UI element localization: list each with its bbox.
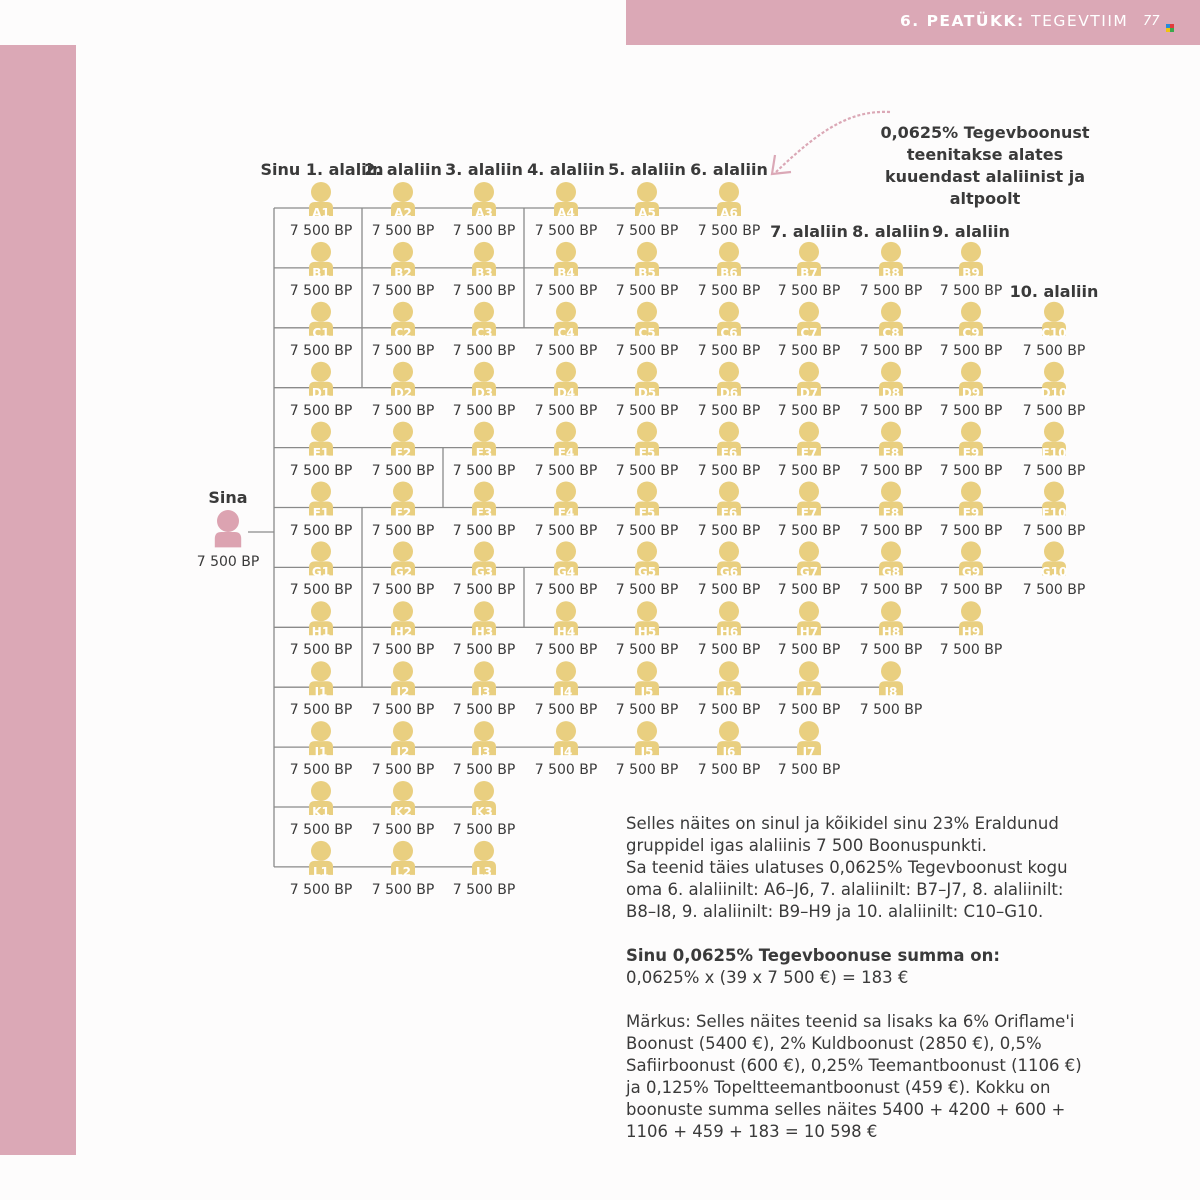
node-id: D10 — [1040, 385, 1068, 400]
node-id: F3 — [475, 505, 493, 520]
column-header: 7. alaliin — [770, 222, 848, 241]
you-label: Sina — [208, 488, 248, 507]
node-points: 7 500 BP — [371, 642, 435, 659]
node-id: G5 — [637, 565, 657, 580]
node-id: F1 — [312, 505, 330, 520]
node-id: B4 — [557, 265, 575, 280]
node-id: E7 — [800, 445, 818, 460]
node-id: F8 — [882, 505, 900, 520]
node-points: 7 500 BP — [289, 522, 353, 539]
node-points: 7 500 BP — [1022, 402, 1086, 419]
node-points: 7 500 BP — [615, 223, 679, 239]
node-points: 7 500 BP — [534, 702, 598, 719]
node-points: 7 500 BP — [371, 402, 435, 419]
node-id: C7 — [800, 325, 818, 340]
node-points: 7 500 BP — [371, 582, 435, 599]
node-points: 7 500 BP — [452, 282, 516, 299]
node-id: B7 — [800, 265, 818, 280]
node-points: 7 500 BP — [859, 702, 923, 719]
node-points: 7 500 BP — [534, 462, 598, 479]
node-id: C2 — [394, 325, 412, 340]
column-header: 3. alaliin — [445, 160, 523, 179]
node-points: 7 500 BP — [697, 522, 761, 539]
node-id: G3 — [474, 565, 494, 580]
node-id: B5 — [638, 265, 656, 280]
node-id: G10 — [1040, 565, 1068, 580]
node-id: E9 — [962, 445, 980, 460]
node-points: 7 500 BP — [777, 462, 841, 479]
node-points: 7 500 BP — [859, 522, 923, 539]
node-points: 7 500 BP — [289, 881, 353, 898]
node-points: 7 500 BP — [289, 762, 353, 779]
you-person-icon — [215, 510, 241, 547]
node-id: F4 — [557, 505, 575, 520]
node-id: F10 — [1041, 505, 1067, 520]
node-id: E3 — [475, 445, 493, 460]
node-points: 7 500 BP — [697, 702, 761, 719]
sum-formula: 0,0625% x (39 x 7 500 €) = 183 € — [626, 968, 909, 987]
node-id: K2 — [394, 805, 412, 819]
column-header: 5. alaliin — [608, 160, 686, 179]
node-id: C4 — [557, 325, 575, 340]
node-id: D9 — [961, 385, 981, 400]
node-points: 7 500 BP — [371, 702, 435, 719]
node-points: 7 500 BP — [452, 522, 516, 539]
node-points: 7 500 BP — [859, 342, 923, 359]
node-points: 7 500 BP — [371, 282, 435, 299]
node-points: 7 500 BP — [697, 282, 761, 299]
earning-description: Sa teenid täies ulatuses 0,0625% Tegevboonust kogu oma 6. alaliinilt: A6–J6, 7. alaliinilt: B7–J7, 8. alaliinilt: B8–I8, 9. alaliinilt: B9–H9 ja 10. alaliinilt: C10–G10. — [626, 858, 1068, 921]
node-points: 7 500 BP — [289, 282, 353, 299]
node-points: 7 500 BP — [289, 462, 353, 479]
chapter-name: TEGEVTIIM — [1031, 12, 1129, 30]
page-number: 77 — [1143, 14, 1160, 29]
node-id: I3 — [477, 685, 491, 700]
node-points: 7 500 BP — [371, 822, 435, 838]
node-id: H1 — [311, 625, 331, 640]
node-points: 7 500 BP — [371, 881, 435, 898]
node-id: J3 — [477, 745, 491, 760]
node-id: C10 — [1041, 325, 1067, 340]
node-id: F5 — [638, 505, 656, 520]
node-id: L3 — [476, 864, 492, 879]
node-points: 7 500 BP — [777, 342, 841, 359]
node-points: 7 500 BP — [939, 522, 1003, 539]
node-points: 7 500 BP — [939, 642, 1003, 659]
node-id: I8 — [884, 685, 898, 700]
node-id: D6 — [719, 385, 739, 400]
node-id: C9 — [962, 325, 980, 340]
node-points: 7 500 BP — [289, 642, 353, 659]
node-points: 7 500 BP — [939, 342, 1003, 359]
node-points: 7 500 BP — [452, 762, 516, 779]
node-points: 7 500 BP — [697, 642, 761, 659]
node-id: C3 — [475, 325, 493, 340]
node-points: 7 500 BP — [534, 282, 598, 299]
node-points: 7 500 BP — [371, 762, 435, 779]
node-points: 7 500 BP — [289, 402, 353, 419]
node-id: L1 — [313, 864, 329, 879]
example-intro: Selles näites on sinul ja kõikidel sinu 23% Eraldunud gruppidel igas alaliinis 7 500 Boonuspunkti. — [626, 814, 1059, 855]
node-id: I2 — [396, 685, 410, 700]
activity-bonus-annotation: 0,0625% Tegevboonust teenitakse alates kuuendast alaliinist ja altpoolt — [880, 123, 1090, 208]
node-id: C8 — [882, 325, 900, 340]
node-id: B9 — [962, 265, 980, 280]
node-id: D3 — [474, 385, 494, 400]
node-points: 7 500 BP — [289, 223, 353, 239]
node-id: G8 — [881, 565, 901, 580]
node-id: E4 — [557, 445, 575, 460]
node-id: B1 — [312, 265, 330, 280]
node-points: 7 500 BP — [615, 402, 679, 419]
node-points: 7 500 BP — [534, 522, 598, 539]
node-points: 7 500 BP — [777, 702, 841, 719]
column-header: 2. alaliin — [364, 160, 442, 179]
node-points: 7 500 BP — [939, 582, 1003, 599]
node-id: C6 — [720, 325, 738, 340]
node-points: 7 500 BP — [697, 342, 761, 359]
column-header: 6. alaliin — [690, 160, 768, 179]
node-points: 7 500 BP — [452, 642, 516, 659]
node-points: 7 500 BP — [452, 462, 516, 479]
node-id: G6 — [719, 565, 739, 580]
node-id: I4 — [559, 685, 573, 700]
node-id: J1 — [314, 745, 328, 760]
node-points: 7 500 BP — [615, 462, 679, 479]
node-id: A3 — [475, 206, 493, 220]
node-id: B8 — [882, 265, 900, 280]
node-id: F6 — [720, 505, 738, 520]
node-id: H5 — [637, 625, 657, 640]
node-id: D8 — [881, 385, 901, 400]
column-header: 4. alaliin — [527, 160, 605, 179]
node-id: J7 — [802, 745, 816, 760]
node-id: J2 — [396, 745, 410, 760]
chapter-number: 6. PEATÜKK: — [900, 12, 1025, 30]
node-id: C1 — [312, 325, 330, 340]
node-id: J4 — [559, 745, 573, 760]
node-points: 7 500 BP — [534, 762, 598, 779]
node-id: A2 — [394, 206, 412, 220]
node-points: 7 500 BP — [534, 402, 598, 419]
arrow-head-icon — [772, 155, 791, 174]
node-id: H8 — [881, 625, 901, 640]
node-id: E6 — [720, 445, 738, 460]
node-id: E8 — [882, 445, 900, 460]
node-id: G2 — [393, 565, 413, 580]
node-id: A1 — [312, 206, 330, 220]
node-points: 7 500 BP — [859, 282, 923, 299]
node-id: E2 — [394, 445, 412, 460]
node-points: 7 500 BP — [697, 402, 761, 419]
node-points: 7 500 BP — [534, 642, 598, 659]
node-id: H7 — [799, 625, 819, 640]
node-id: E1 — [312, 445, 330, 460]
node-id: L2 — [395, 864, 411, 879]
node-points: 7 500 BP — [452, 822, 516, 838]
node-points: 7 500 BP — [859, 642, 923, 659]
node-points: 7 500 BP — [615, 642, 679, 659]
node-id: D1 — [311, 385, 331, 400]
node-id: G1 — [311, 565, 331, 580]
node-id: I7 — [802, 685, 816, 700]
explanation-text — [626, 813, 1086, 1143]
node-id: E5 — [638, 445, 656, 460]
node-points: 7 500 BP — [777, 762, 841, 779]
node-id: A5 — [638, 206, 656, 220]
node-id: C5 — [638, 325, 656, 340]
node-points: 7 500 BP — [452, 223, 516, 239]
node-points: 7 500 BP — [289, 342, 353, 359]
node-points: 7 500 BP — [615, 582, 679, 599]
node-points: 7 500 BP — [939, 402, 1003, 419]
node-id: H9 — [961, 625, 981, 640]
node-points: 7 500 BP — [534, 223, 598, 239]
column-header: 9. alaliin — [932, 222, 1010, 241]
node-points: 7 500 BP — [777, 402, 841, 419]
node-points: 7 500 BP — [452, 881, 516, 898]
node-points: 7 500 BP — [371, 522, 435, 539]
column-header: 10. alaliin — [1009, 282, 1099, 301]
column-header: 8. alaliin — [852, 222, 930, 241]
node-id: A6 — [720, 206, 738, 220]
node-points: 7 500 BP — [777, 642, 841, 659]
node-id: A4 — [557, 206, 575, 220]
node-id: D5 — [637, 385, 657, 400]
node-points: 7 500 BP — [697, 462, 761, 479]
node-points: 7 500 BP — [777, 522, 841, 539]
node-id: D7 — [799, 385, 819, 400]
node-id: J5 — [640, 745, 654, 760]
node-id: J6 — [722, 745, 736, 760]
node-id: H2 — [393, 625, 413, 640]
node-points: 7 500 BP — [534, 582, 598, 599]
node-points: 7 500 BP — [1022, 342, 1086, 359]
node-points: 7 500 BP — [615, 702, 679, 719]
node-id: F2 — [394, 505, 412, 520]
node-points: 7 500 BP — [452, 342, 516, 359]
node-id: G4 — [556, 565, 576, 580]
node-points: 7 500 BP — [452, 402, 516, 419]
node-id: D2 — [393, 385, 413, 400]
node-points: 7 500 BP — [777, 282, 841, 299]
node-id: B3 — [475, 265, 493, 280]
column-header: Sinu 1. alaliin — [260, 160, 384, 179]
node-id: I6 — [722, 685, 736, 700]
node-points: 7 500 BP — [615, 762, 679, 779]
annotation-arrow — [776, 112, 890, 172]
node-points: 7 500 BP — [1022, 582, 1086, 599]
node-id: F7 — [800, 505, 818, 520]
node-points: 7 500 BP — [615, 522, 679, 539]
sum-title: Sinu 0,0625% Tegevboonuse summa on: — [626, 946, 1000, 965]
node-id: E10 — [1041, 445, 1067, 460]
node-id: H3 — [474, 625, 494, 640]
node-points: 7 500 BP — [939, 462, 1003, 479]
node-points: 7 500 BP — [289, 702, 353, 719]
node-id: B2 — [394, 265, 412, 280]
node-points: 7 500 BP — [697, 223, 761, 239]
node-points: 7 500 BP — [289, 582, 353, 599]
node-points: 7 500 BP — [534, 342, 598, 359]
node-points: 7 500 BP — [697, 582, 761, 599]
node-id: I5 — [640, 685, 654, 700]
node-points: 7 500 BP — [859, 462, 923, 479]
node-points: 7 500 BP — [371, 342, 435, 359]
node-id: K3 — [475, 805, 493, 819]
node-points: 7 500 BP — [615, 342, 679, 359]
node-points: 7 500 BP — [939, 282, 1003, 299]
node-id: G7 — [799, 565, 819, 580]
node-points: 7 500 BP — [452, 702, 516, 719]
node-points: 7 500 BP — [1022, 462, 1086, 479]
node-points: 7 500 BP — [452, 582, 516, 599]
node-id: H6 — [719, 625, 739, 640]
node-points: 7 500 BP — [615, 282, 679, 299]
bonus-note: Märkus: Selles näites teenid sa lisaks ka 6% Oriflame'i Boonust (5400 €), 2% Kuldboonust (2850 €), 0,5% Safiirboonust (600 €), 0,25% Teemantboonust (1106 €) ja 0,125% Topeltteemantboonust (459 €). Kokku on boonuste summa selles näites 5400 + 4200 + 600 + 1106 + 459 + 183 = 10 598 € — [626, 1012, 1082, 1141]
node-points: 7 500 BP — [289, 822, 353, 838]
node-points: 7 500 BP — [371, 223, 435, 239]
node-points: 7 500 BP — [859, 402, 923, 419]
node-points: 7 500 BP — [1022, 522, 1086, 539]
node-id: K1 — [312, 805, 330, 819]
you-points: 7 500 BP — [196, 554, 260, 570]
node-points: 7 500 BP — [697, 762, 761, 779]
node-id: I1 — [314, 685, 328, 700]
node-id: G9 — [961, 565, 981, 580]
node-points: 7 500 BP — [371, 462, 435, 479]
node-points: 7 500 BP — [777, 582, 841, 599]
node-id: H4 — [556, 625, 576, 640]
node-points: 7 500 BP — [859, 582, 923, 599]
node-id: D4 — [556, 385, 576, 400]
node-id: B6 — [720, 265, 738, 280]
node-id: F9 — [962, 505, 980, 520]
